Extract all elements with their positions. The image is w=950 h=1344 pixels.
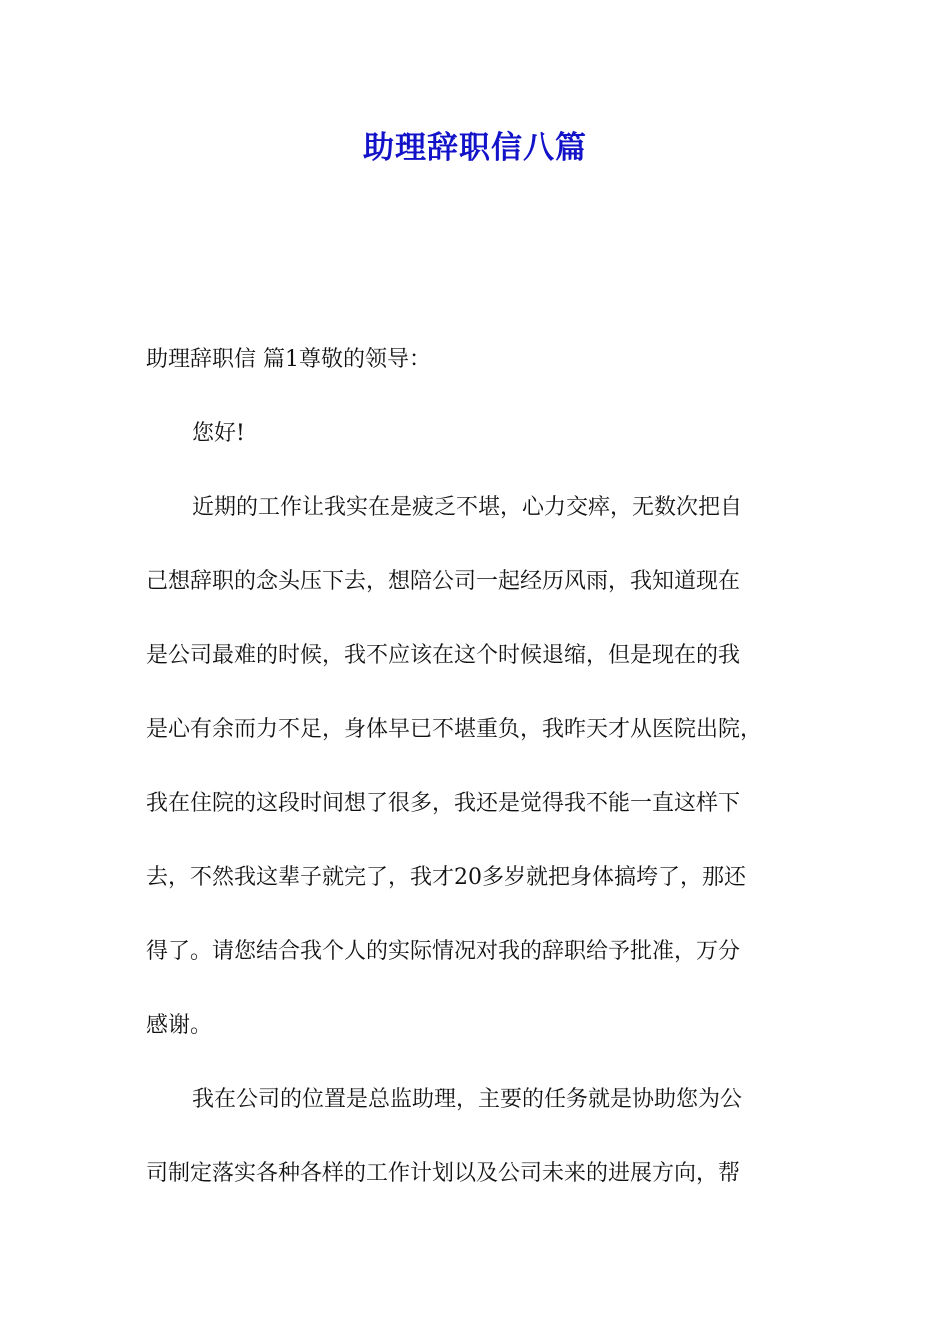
paragraph-2 (146, 1081, 822, 1192)
paragraph-line: 是心有余而力不足，身体早已不堪重负，我昨天才从医院出院， (146, 717, 763, 742)
paragraph-line: 我在公司的位置是总监助理，主要的任务就是协助您为公 (192, 1087, 743, 1112)
paragraph-line: 感谢。 (146, 1013, 213, 1038)
greeting-line: 助理辞职信 篇1尊敬的领导： (146, 347, 431, 372)
paragraph-line: 己想辞职的念头压下去，想陪公司一起经历风雨，我知道现在 (146, 569, 741, 594)
paragraph-line: 得了。请您结合我个人的实际情况对我的辞职给予批准，万分 (146, 939, 741, 964)
paragraph-line: 我在住院的这段时间想了很多，我还是觉得我不能一直这样下 (146, 791, 741, 816)
paragraph-line: 是公司最难的时候，我不应该在这个时候退缩，但是现在的我 (146, 643, 741, 668)
salutation: 您好! (192, 421, 245, 446)
paragraph-line: 去，不然我这辈子就完了，我才20多岁就把身体搞垮了，那还 (146, 865, 746, 890)
paragraph-1 (146, 489, 822, 1044)
letter-body (146, 341, 822, 1192)
paragraph-line: 近期的工作让我实在是疲乏不堪，心力交瘁，无数次把自 (192, 495, 743, 520)
document-title: 助理辞职信八篇 (363, 130, 587, 166)
paragraph-line: 司制定落实各种各样的工作计划以及公司未来的进展方向，帮 (146, 1161, 741, 1186)
